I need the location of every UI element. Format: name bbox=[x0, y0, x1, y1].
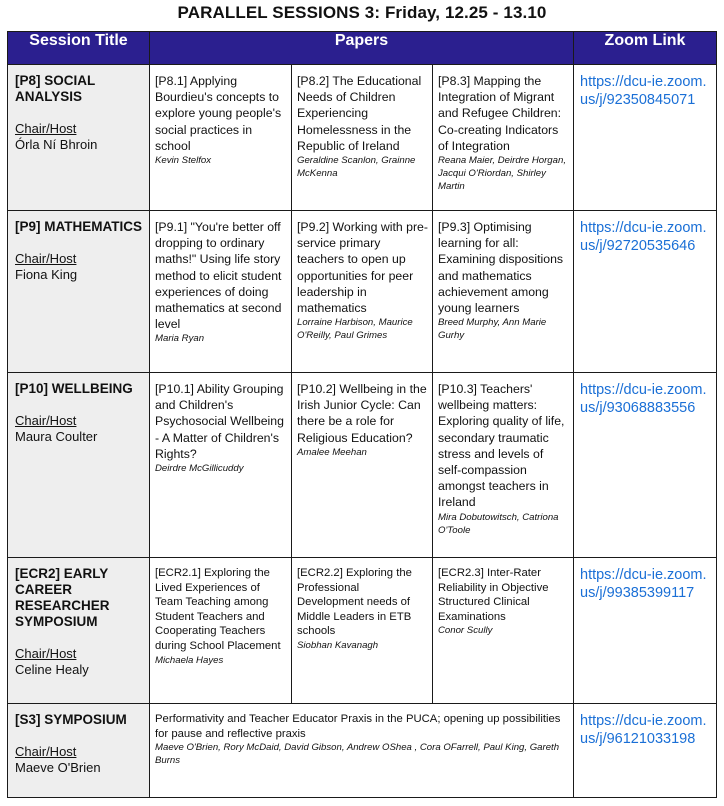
session-cell bbox=[8, 704, 150, 798]
paper-title: [P8.1] Applying Bourdieu's concepts to explore young people's social practices in school bbox=[155, 74, 282, 153]
paper-title: [ECR2.1] Exploring the Lived Experiences of Team Teaching among Student Teachers and Cooperating Teachers during School Placement bbox=[155, 567, 281, 652]
header-zoom-link: Zoom Link bbox=[574, 32, 717, 65]
paper-title: [P8.2] The Educational Needs of Children Experiencing Homelessness in the Republic of Ireland bbox=[297, 74, 422, 153]
zoom-cell bbox=[574, 704, 717, 798]
paper-title: [P10.3] Teachers' wellbeing matters: Exploring quality of life, secondary traumatic stress and levels of self-compassion amongst teachers in Ireland bbox=[438, 382, 565, 510]
paper-cell bbox=[150, 373, 292, 558]
paper-cell bbox=[150, 65, 292, 211]
paper-authors: Reana Maier, Deirdre Horgan, Jacqui O'Riordan, Shirley Martin bbox=[438, 155, 566, 193]
paper-cell bbox=[292, 211, 433, 373]
paper-cell bbox=[433, 211, 574, 373]
session-row-ecr2 bbox=[8, 558, 717, 704]
session-title: [P9] MATHEMATICS bbox=[15, 219, 142, 234]
paper-cell bbox=[292, 558, 433, 704]
paper-authors: Maeve O'Brien, Rory McDaid, David Gibson, Andrew OShea , Cora OFarrell, Paul King, Gareth Burns bbox=[155, 742, 560, 767]
zoom-link[interactable]: https://dcu-ie.zoom.us/j/93068883556 bbox=[580, 382, 707, 416]
zoom-link[interactable]: https://dcu-ie.zoom.us/j/92350845071 bbox=[580, 74, 707, 108]
paper-title: Performativity and Teacher Educator Praxis in the PUCA; opening up possibilities for pause and reflective praxis bbox=[155, 713, 561, 740]
paper-authors: Michaela Hayes bbox=[155, 654, 224, 666]
zoom-cell bbox=[574, 65, 717, 211]
paper-authors: Lorraine Harbison, Maurice O'Reilly, Paul Grimes bbox=[297, 317, 413, 342]
session-cell bbox=[8, 373, 150, 558]
paper-title: [P9.3] Optimising learning for all: Examining dispositions and mathematics achievement among young learners bbox=[438, 220, 564, 316]
zoom-cell bbox=[574, 373, 717, 558]
paper-cell bbox=[150, 211, 292, 373]
paper-authors: Maria Ryan bbox=[155, 333, 205, 345]
paper-title: [ECR2.2] Exploring the Professional Development needs of Middle Leaders in ETB schools bbox=[297, 567, 412, 638]
paper-authors: Amalee Meehan bbox=[297, 446, 367, 458]
session-title: [ECR2] EARLY CAREER RESEARCHER SYMPOSIUM bbox=[15, 566, 110, 629]
paper-authors: Conor Scully bbox=[438, 625, 493, 637]
paper-cell bbox=[292, 65, 433, 211]
paper-title: [P10.1] Ability Grouping and Children's Psychosocial Wellbeing - A Matter of Children's Rights? bbox=[155, 382, 284, 461]
zoom-link[interactable]: https://dcu-ie.zoom.us/j/99385399117 bbox=[580, 567, 707, 601]
paper-title: [P8.3] Mapping the Integration of Migrant and Refugee Children: Co-creating Indicators of Integration bbox=[438, 74, 562, 153]
session-title: [P8] SOCIAL ANALYSIS bbox=[15, 73, 96, 104]
paper-title: [P10.2] Wellbeing in the Irish Junior Cycle: Can there be a role for Religious Education? bbox=[297, 382, 427, 445]
chair-name: Maeve O'Brien bbox=[15, 760, 101, 775]
chair-label: Chair/Host bbox=[15, 251, 77, 266]
zoom-link[interactable]: https://dcu-ie.zoom.us/j/96121033198 bbox=[580, 713, 707, 747]
sessions-table bbox=[7, 31, 717, 798]
paper-cell bbox=[433, 373, 574, 558]
session-cell bbox=[8, 211, 150, 373]
chair-name: Fiona King bbox=[15, 267, 78, 282]
session-row-s3 bbox=[8, 704, 717, 798]
chair-name: Celine Healy bbox=[15, 662, 89, 677]
paper-title: [P9.2] Working with pre-service primary teachers to open up opportunities for peer leadership in mathematics bbox=[297, 220, 428, 316]
paper-authors: Kevin Stelfox bbox=[155, 155, 211, 167]
paper-authors: Geraldine Scanlon, Grainne McKenna bbox=[297, 155, 416, 180]
session-cell bbox=[8, 65, 150, 211]
chair-name: Maura Coulter bbox=[15, 429, 98, 444]
table-header-row bbox=[8, 32, 717, 65]
chair-name: Órla Ní Bhroin bbox=[15, 137, 98, 152]
paper-cell bbox=[433, 558, 574, 704]
paper-authors: Deirdre McGillicuddy bbox=[155, 463, 244, 475]
paper-cell bbox=[433, 65, 574, 211]
session-title: [P10] WELLBEING bbox=[15, 381, 133, 396]
chair-label: Chair/Host bbox=[15, 121, 77, 136]
paper-title: [P9.1] "You're better off dropping to ordinary maths!" Using life story method to elicit student experiences of doing mathematics at second level bbox=[155, 220, 282, 332]
header-papers: Papers bbox=[150, 32, 574, 65]
chair-label: Chair/Host bbox=[15, 413, 77, 428]
session-row-p8 bbox=[8, 65, 717, 211]
paper-cell bbox=[150, 558, 292, 704]
session-title: [S3] SYMPOSIUM bbox=[15, 712, 127, 727]
paper-cell bbox=[150, 704, 574, 798]
zoom-link[interactable]: https://dcu-ie.zoom.us/j/92720535646 bbox=[580, 220, 707, 254]
header-session-title: Session Title bbox=[8, 32, 150, 65]
zoom-cell bbox=[574, 558, 717, 704]
paper-authors: Breed Murphy, Ann Marie Gurhy bbox=[438, 317, 547, 342]
session-row-p9 bbox=[8, 211, 717, 373]
chair-label: Chair/Host bbox=[15, 744, 77, 759]
zoom-cell bbox=[574, 211, 717, 373]
paper-authors: Mira Dobutowitsch, Catriona O'Toole bbox=[438, 511, 559, 536]
session-row-p10 bbox=[8, 373, 717, 558]
paper-authors: Siobhan Kavanagh bbox=[297, 639, 379, 651]
page-title: PARALLEL SESSIONS 3: Friday, 12.25 - 13.10 bbox=[177, 3, 547, 22]
chair-label: Chair/Host bbox=[15, 646, 77, 661]
paper-cell bbox=[292, 373, 433, 558]
paper-title: [ECR2.3] Inter-Rater Reliability in Objective Structured Clinical Examinations bbox=[438, 567, 549, 623]
session-cell bbox=[8, 558, 150, 704]
